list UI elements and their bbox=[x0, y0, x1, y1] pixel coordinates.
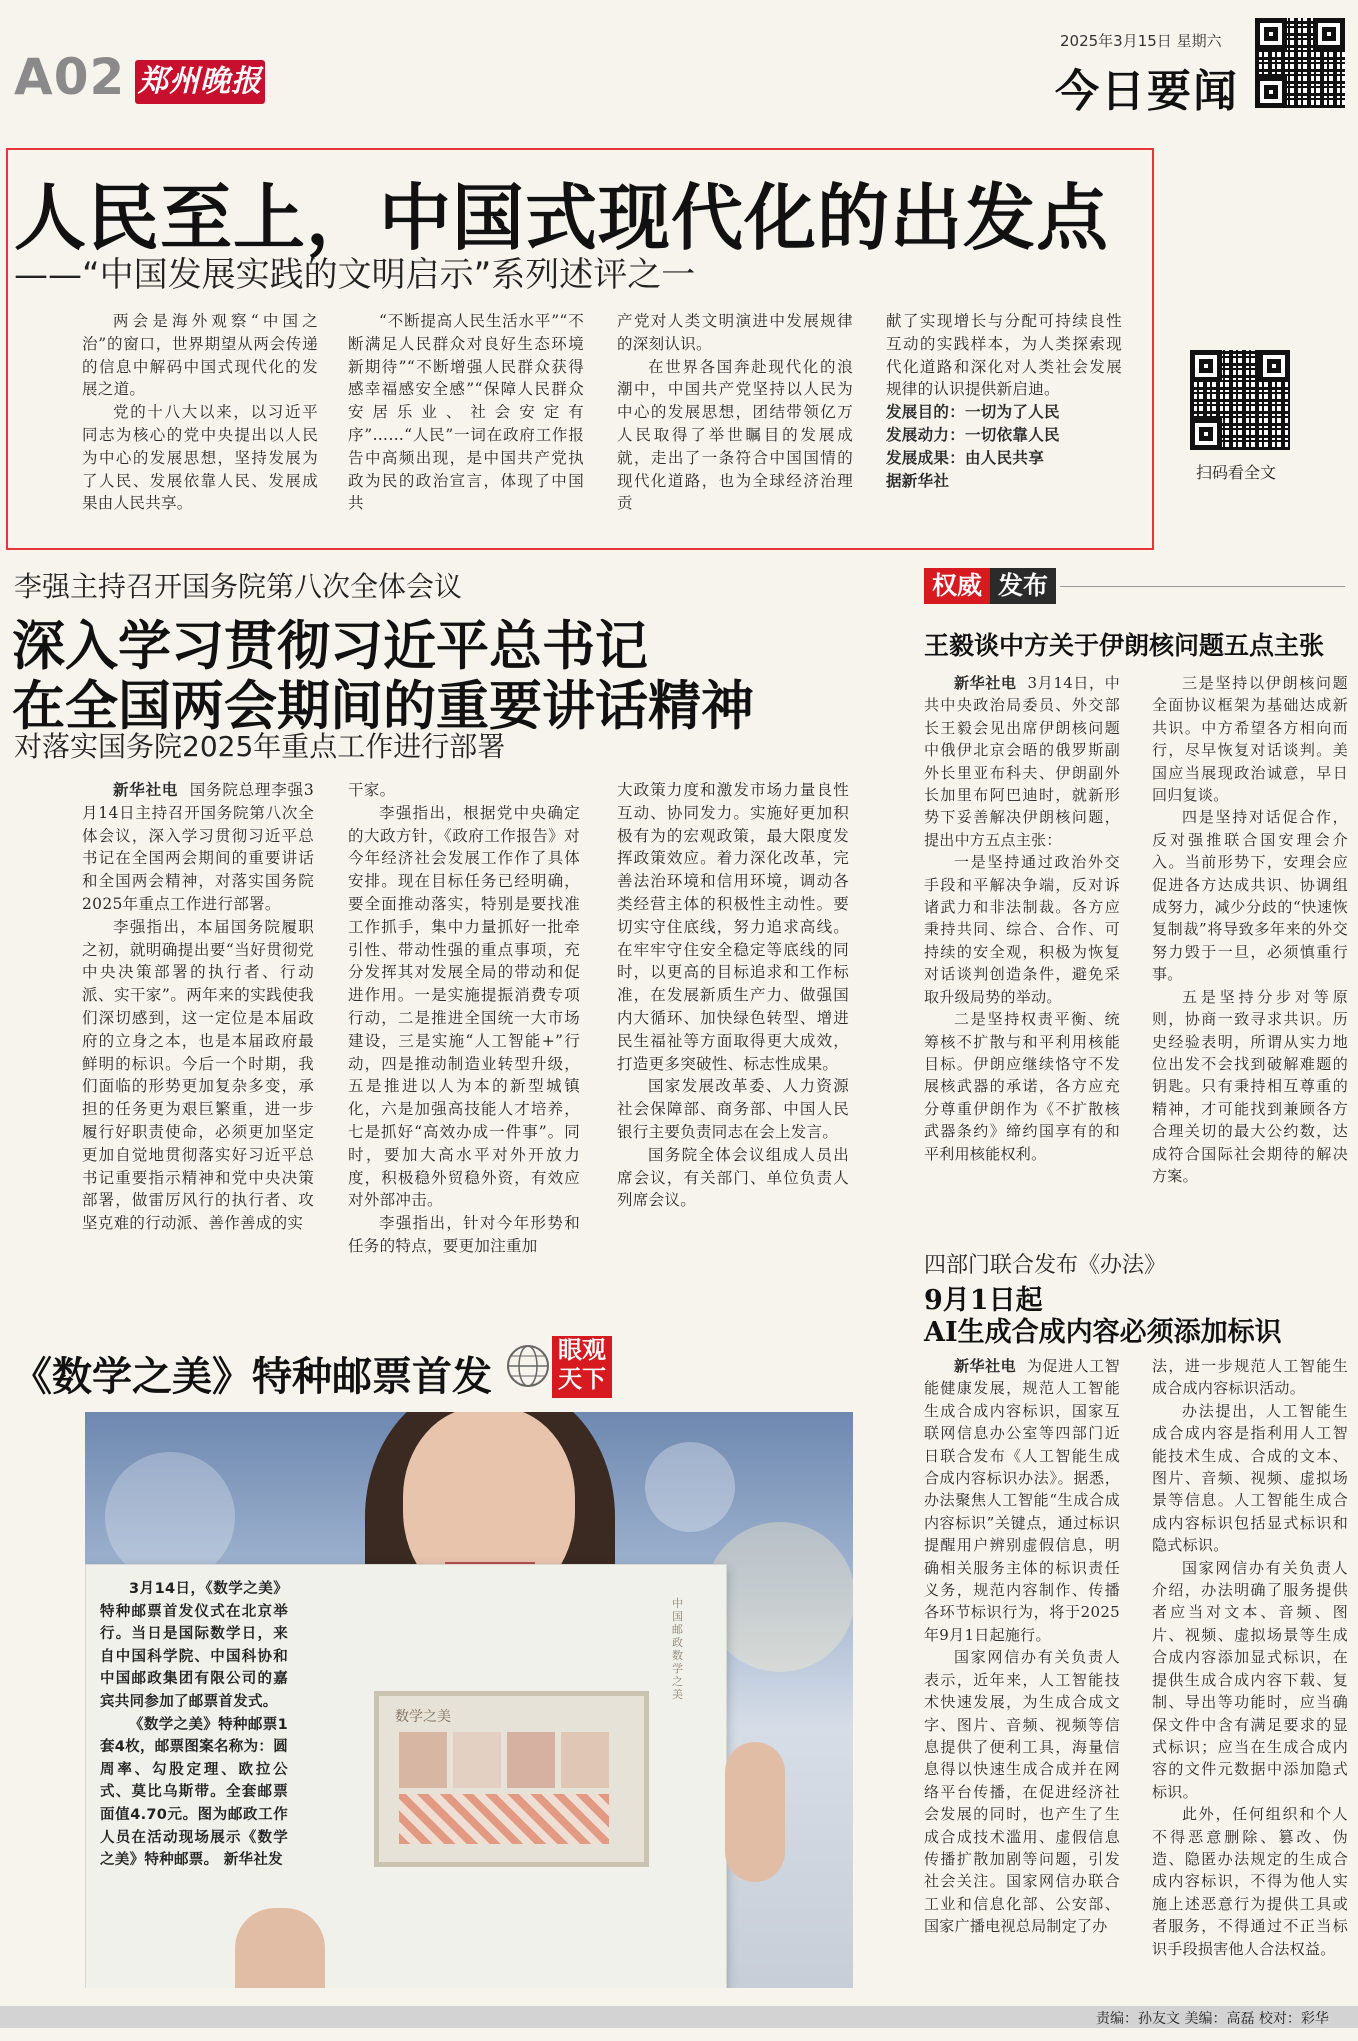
right-hand bbox=[235, 1908, 325, 1988]
stamp-3 bbox=[507, 1732, 555, 1788]
top-story-title: 人民至上，中国式现代化的出发点 bbox=[14, 175, 1110, 260]
paragraph: 李强指出，针对今年形势和任务的特点，要更加注重加 bbox=[348, 1214, 580, 1255]
paragraph: 办法提出，人工智能生成合成内容是指利用人工智能技术生成、合成的文本、图片、音频、视频、虚拟场景等信息。人工智能生成合成内容标识包括显式标识和隐式标识。 bbox=[1152, 1401, 1348, 1555]
footer-credits: 责编：孙友文 美编：高磊 校对：彩华 bbox=[1096, 2011, 1329, 2027]
paragraph: 此外，任何组织和个人不得恶意删除、篡改、伪造、隐匿办法规定的生成合成内容标识，不得为他人实施上述恶意行为提供工具或者服务，不得通过不正当标识手段损害他人合法权益。 bbox=[1152, 1805, 1348, 1958]
source: 据新华社 bbox=[886, 470, 950, 490]
qr-caption: 扫码看全文 bbox=[1196, 463, 1277, 482]
paragraph: 新华社电 3月14日，中共中央政治局委员、外交部长王毅会见出席伊朗核问题中俄伊北京会晤的俄罗斯副外长里亚布科夫、伊朗副外长加里布阿巴迪时，就新形势下妥善解决伊朗核问题，提出中方五点主张： bbox=[924, 674, 1121, 849]
paragraph: 李强指出，根据党中央确定的大政方针，《政府工作报告》对今年经济社会发展工作作了具体安排。现在目标任务已经明确，要全面推动落实，特别是要找准工作抓手，集中力量抓好一批牵引性、带动性强的重点事项，充分发挥其对发展全局的带动和促进作用。一是实施提振消费专项行动，二是推进全国统一大市场建设，三是实施“人工智能+”行动，四是推动制造业转型升级，五是推进以人为本的新型城镇化，六是加强高技能人才培养，七是抓好“高效办成一件事”。同时，要加大高水平对外开放力度，积极稳外贸稳外资，有效应对外部冲击。 bbox=[348, 803, 580, 1210]
authority-tag bbox=[924, 568, 1056, 604]
top-story-col-4 bbox=[886, 310, 1122, 492]
state-council-subhead: 对落实国务院2025年重点工作进行部署 bbox=[14, 730, 506, 763]
point-result: 发展成果：由人民共享 bbox=[886, 447, 1045, 467]
paragraph: 新华社电 为促进人工智能健康发展，规范人工智能生成合成内容标识，国家互联网信息办公室等四部门近日联合发布《人工智能生成合成内容标识办法》。据悉，办法聚焦人工智能“生成合成内容标识”关键点，通过标识提醒用户辨别虚假信息，明确相关服务主体的标识责任义务，规范内容制作、传播各环节标识行为，将于2025年9月1日起施行。 bbox=[924, 1357, 1120, 1644]
authority-tag-b: 发布 bbox=[990, 568, 1056, 604]
sheet-vertical-text: 中国邮政 数学之美 bbox=[672, 1597, 683, 1701]
stamp-caption bbox=[100, 1578, 288, 1872]
state-council-headline-1: 深入学习贯彻习近平总书记 bbox=[12, 615, 648, 677]
point-purpose: 发展目的：一切为了人民 bbox=[886, 402, 1060, 422]
globe-icon bbox=[505, 1343, 551, 1389]
stamp-block bbox=[374, 1691, 649, 1867]
paragraph: 产党对人类文明演进中发展规律的深刻认识。 bbox=[617, 312, 853, 353]
top-story-subtitle: ——“中国发展实践的文明启示”系列述评之一 bbox=[14, 255, 696, 295]
section-badge bbox=[552, 1336, 612, 1398]
left-hand bbox=[725, 1742, 785, 1882]
badge-line-1: 眼观 bbox=[558, 1336, 606, 1364]
ai-label-kicker: 四部门联合发布《办法》 bbox=[924, 1253, 1167, 1278]
paragraph: 法，进一步规范人工智能生成合成内容标识活动。 bbox=[1152, 1357, 1348, 1398]
paragraph: 一是坚持通过政治外交手段和平解决争端，反对诉诸武力和非法制裁。各方应秉持共同、综合、合作、可持续的安全观，积极为恢复对话谈判创造条件，避免采取升级局势的举动。 bbox=[924, 853, 1120, 1006]
issue-date: 2025年3月15日 星期六 bbox=[1060, 32, 1222, 50]
ai-label-headline-2: AI生成合成内容必须添加标识 bbox=[924, 1317, 1282, 1348]
page-number: A02 bbox=[14, 48, 126, 106]
stamp-1 bbox=[399, 1732, 447, 1788]
stamp-headline: 《数学之美》特种邮票首发 bbox=[12, 1353, 492, 1400]
top-story-col-2 bbox=[348, 310, 584, 515]
point-power: 发展动力：一切依靠人民 bbox=[886, 424, 1060, 444]
state-council-col-1 bbox=[82, 779, 314, 1235]
header-qr-code[interactable] bbox=[1255, 18, 1345, 108]
paragraph: 四是坚持对话促合作，反对强推联合国安理会介入。当前形势下，安理会应促进各方达成共识、协调组成努力，减少分歧的“快速恢复制裁”将导致多年来的外交努力毁于一旦，必须慎重行事。 bbox=[1152, 808, 1348, 984]
top-story-col-1 bbox=[82, 310, 318, 515]
paragraph: 党的十八大以来，以习近平同志为核心的党中央提出以人民为中心的发展思想，坚持发展为了人民、发展依靠人民、发展成果由人民共享。 bbox=[82, 403, 318, 513]
paragraph: 在世界各国奔赴现代化的浪潮中，中国共产党坚持以人民为中心的发展思想，团结带领亿万人民取得了举世瞩目的发展成就，走出了一条符合中国国情的现代化道路，也为全球经济治理贡 bbox=[617, 357, 853, 513]
authority-col-2 bbox=[1152, 672, 1348, 1187]
state-council-headline-2: 在全国两会期间的重要讲话精神 bbox=[12, 675, 754, 737]
paragraph: 献了实现增长与分配可持续良性互动的实践样本，为人类探索现代化道路和深化对人类社会发展规律的认识提供新启迪。 bbox=[886, 312, 1122, 399]
top-story-col-3 bbox=[617, 310, 853, 515]
paragraph: 国家网信办有关负责人介绍，办法明确了服务提供者应当对文本、音频、图片、视频、虚拟场景等生成合成内容添加显式标识，在提供生成合成内容下载、复制、导出等功能时，应当确保文件中含有满足要求的显式标识；应当在生成合成内容的文件元数据中添加隐式标识。 bbox=[1152, 1558, 1348, 1801]
badge-line-2: 天下 bbox=[558, 1365, 606, 1393]
paragraph: 两会是海外观察“中国之治”的窗口，世界期望从两会传递的信息中解码中国式现代化的发展之道。 bbox=[82, 312, 318, 399]
state-council-col-2 bbox=[348, 779, 580, 1258]
paragraph: 干家。 bbox=[348, 781, 396, 799]
paragraph: 五是坚持分步对等原则，协商一致寻求共识。历史经验表明，所谓从实力地位出发不会找到破解难题的钥匙。只有秉持相互尊重的精神，才可能找到兼顾各方合理关切的最大公约数，达成符合国际社会期待的解决方案。 bbox=[1152, 987, 1348, 1185]
caption-paragraph: 《数学之美》特种邮票1套4枚，邮票图案名称为：圆周率、勾股定理、欧拉公式、莫比乌斯带。全套邮票面值4.70元。图为邮政工作人员在活动现场展示《数学之美》特种邮票。 新华社发 bbox=[100, 1716, 288, 1869]
authority-tag-a: 权威 bbox=[924, 568, 990, 604]
stamp-2 bbox=[453, 1732, 501, 1788]
paragraph: 国家网信办有关负责人表示，近年来，人工智能技术快速发展，为生成合成文字、图片、音频、视频等信息提供了便利工具，海量信息得以快速生成合成并在网络平台传播，在促进经济社会发展的同时，也产生了生成合成技术滥用、虚假信息传播扩散加剧等问题，引发社会关注。国家网信办联合工业和信息化部、公安部、国家广播电视总局制定了办 bbox=[924, 1648, 1120, 1936]
full-text-qr-code[interactable] bbox=[1190, 350, 1290, 450]
paragraph: “不断提高人民生活水平”“不断满足人民群众对良好生态环境新期待”“不断增强人民群众获得感幸福感安全感”“保障人民群众安居乐业、社会安定有序”……“人民”一词在政府工作报告中高频出现，是中国共产党执政为民的政治宣言，体现了中国共 bbox=[348, 312, 584, 513]
authority-col-1 bbox=[924, 672, 1120, 1165]
paragraph: 二是坚持权责平衡、统筹核不扩散与和平利用核能目标。伊朗应继续恪守不发展核武器的承诺，各方应充分尊重伊朗作为《不扩散核武器条约》缔约国享有的和平利用核能权利。 bbox=[924, 1010, 1120, 1163]
paragraph: 新华社电 国务院总理李强3月14日主持召开国务院第八次全体会议，深入学习贯彻习近平总书记在全国两会期间的重要讲话和全国两会精神，对落实国务院2025年重点工作进行部署。 bbox=[82, 780, 314, 913]
authority-headline: 王毅谈中方关于伊朗核问题五点主张 bbox=[924, 631, 1325, 660]
paragraph: 三是坚持以伊朗核问题全面协议框架为基础达成新共识。中方希望各方相向而行，尽早恢复对话谈判。美国应当展现政治诚意，早日回归复谈。 bbox=[1152, 674, 1348, 805]
paragraph: 大政策力度和激发市场力量良性互动、协同发力。实施好更加积极有为的宏观政策，最大限度发挥政策效应。着力深化改革，完善法治环境和信用环境，调动各类经营主体的积极性主动性。要切实守住底线，努力追求高线。在牢牢守住安全稳定等底线的同时，以更高的目标追求和工作标准，在发展新质生产力、做强国内大循环、加快绿色转型、增进民生福祉等方面取得更大成效，打造更多突破性、标志性成果。 bbox=[617, 781, 849, 1073]
ai-label-headline-1: 9月1日起 bbox=[924, 1285, 1043, 1316]
caption-paragraph: 3月14日，《数学之美》特种邮票首发仪式在北京举行。当日是国际数学日，来自中国科学院、中国科协和中国邮政集团有限公司的嘉宾共同参加了邮票首发式。 bbox=[100, 1581, 288, 1710]
section-title: 今日要闻 bbox=[1055, 66, 1239, 117]
paragraph: 李强指出，本届国务院履职之初，就明确提出要“当好贯彻党中央决策部署的执行者、行动派、实干家”。两年来的实践使我们深切感到，这一定位是本届政府的立身之本，也是本届政府最鲜明的标识。今后一个时期，我们面临的形势更加复杂多变，承担的任务更为艰巨繁重，进一步履行好职责使命，必须更加坚定更加自觉地贯彻落实好习近平总书记重要指示精神和党中央决策部署，做雷厉风行的执行者、攻坚克难的行动派、善作善成的实 bbox=[82, 917, 314, 1233]
state-council-col-3 bbox=[617, 779, 849, 1212]
newspaper-logo: 郑州晚报 bbox=[135, 60, 265, 104]
ai-label-col-1 bbox=[924, 1355, 1120, 1938]
stamp-sheet-title: 数学之美 bbox=[395, 1709, 451, 1725]
paragraph: 国家发展改革委、人力资源社会保障部、商务部、中国人民银行主要负责同志在会上发言。 bbox=[617, 1077, 849, 1141]
ai-label-col-2 bbox=[1152, 1355, 1348, 1960]
stamp-4 bbox=[561, 1732, 609, 1788]
state-council-kicker: 李强主持召开国务院第八次全体会议 bbox=[14, 570, 463, 603]
paragraph: 国务院全体会议组成人员出席会议，有关部门、单位负责人列席会议。 bbox=[617, 1145, 849, 1210]
